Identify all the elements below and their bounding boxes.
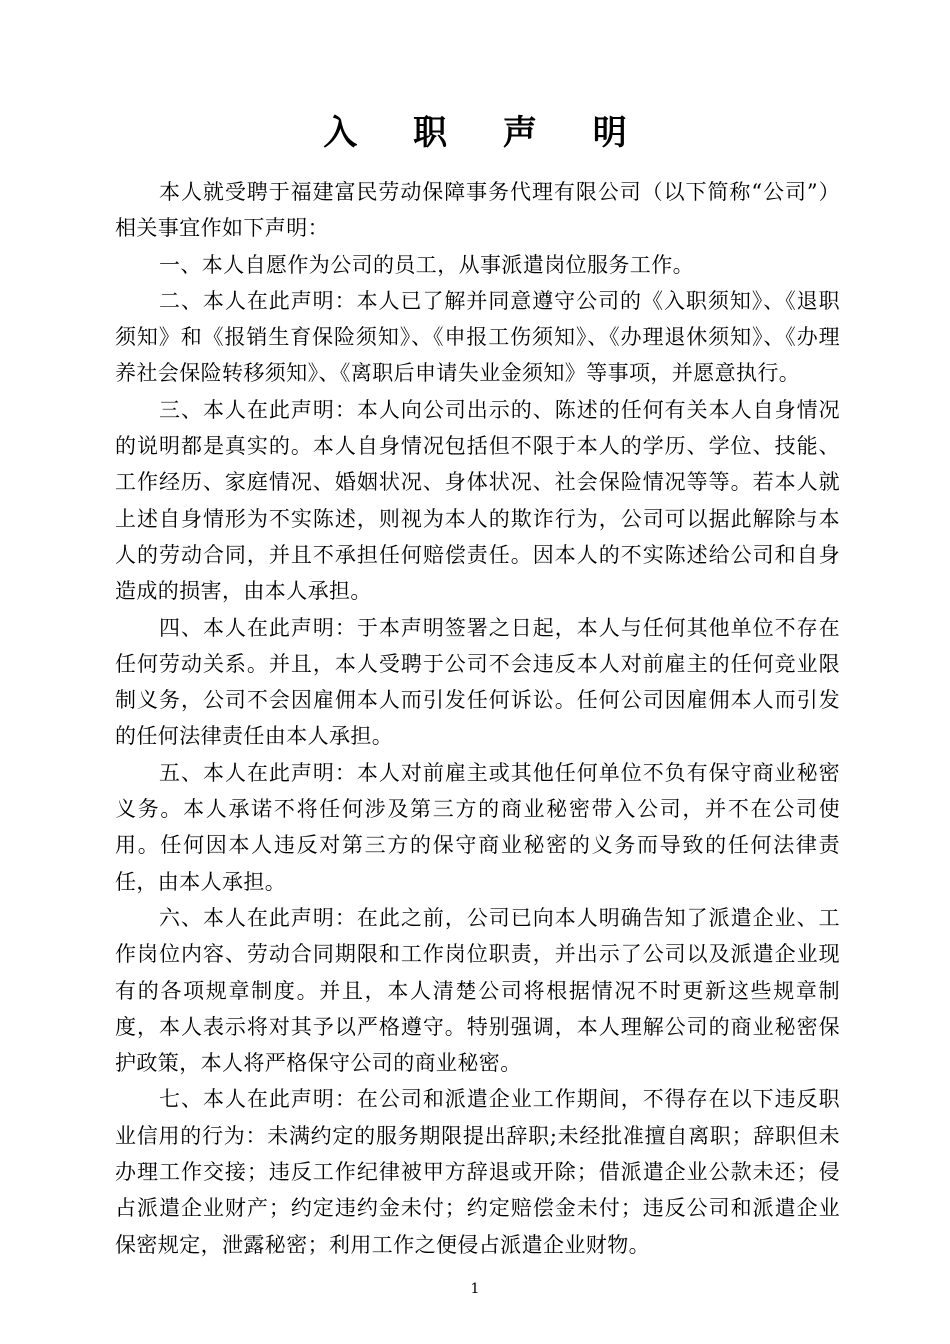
page-number: 1 [470,1281,480,1297]
paragraph-clause-2: 二、本人在此声明：本人已了解并同意遵守公司的《入职须知》、《退职须知》和《报销生育保险须知》、《申报工伤须知》、《办理退休须知》、《办理养社会保险转移须知》、《离职后申请失业金须知》等事项，并愿意执行。 [115,288,840,386]
document-body [115,174,840,1263]
paragraph-clause-4: 四、本人在此声明：于本声明签署之日起，本人与任何其他单位不存在任何劳动关系。并且，本人受聘于公司不会违反本人对前雇主的任何竞业限制义务，公司不会因雇佣本人而引发任何诉讼。任何公司因雇佣本人而引发的任何法律责任由本人承担。 [115,615,840,749]
paragraph-clause-6: 六、本人在此声明：在此之前，公司已向本人明确告知了派遣企业、工作岗位内容、劳动合同期限和工作岗位职责，并出示了公司以及派遣企业现有的各项规章制度。并且，本人清楚公司将根据情况不时更新这些规章制度，本人表示将对其予以严格遵守。特别强调，本人理解公司的商业秘密保护政策，本人将严格保守公司的商业秘密。 [115,905,840,1076]
paragraph-clause-3: 三、本人在此声明：本人向公司出示的、陈述的任何有关本人自身情况的说明都是真实的。本人自身情况包括但不限于本人的学历、学位、技能、工作经历、家庭情况、婚姻状况、身体状况、社会保险情况等等。若本人就上述自身情形为不实陈述，则视为本人的欺诈行为，公司可以据此解除与本人的劳动合同，并且不承担任何赔偿责任。因本人的不实陈述给公司和自身造成的损害，由本人承担。 [115,397,840,604]
paragraph-intro: 本人就受聘于福建富民劳动保障事务代理有限公司（以下简称“公司”）相关事宜作如下声明： [115,180,840,241]
document-title: 入 职 声 明 [323,113,649,153]
paragraph-clause-5: 五、本人在此声明：本人对前雇主或其他任何单位不负有保守商业秘密义务。本人承诺不将任何涉及第三方的商业秘密带入公司，并不在公司使用。任何因本人违反对第三方的保守商业秘密的义务而导致的任何法律责任，由本人承担。 [115,760,840,894]
paragraph-clause-7: 七、本人在此声明：在公司和派遣企业工作期间，不得存在以下违反职业信用的行为：未满约定的服务期限提出辞职;未经批准擅自离职；辞职但未办理工作交接；违反工作纪律被甲方辞退或开除；借派遣企业公款未还；侵占派遣企业财产；约定违约金未付；约定赔偿金未付；违反公司和派遣企业保密规定，泄露秘密；利用工作之便侵占派遣企业财物。 [115,1087,840,1257]
paragraph-clause-1: 一、本人自愿作为公司的员工，从事派遣岗位服务工作。 [159,252,694,277]
